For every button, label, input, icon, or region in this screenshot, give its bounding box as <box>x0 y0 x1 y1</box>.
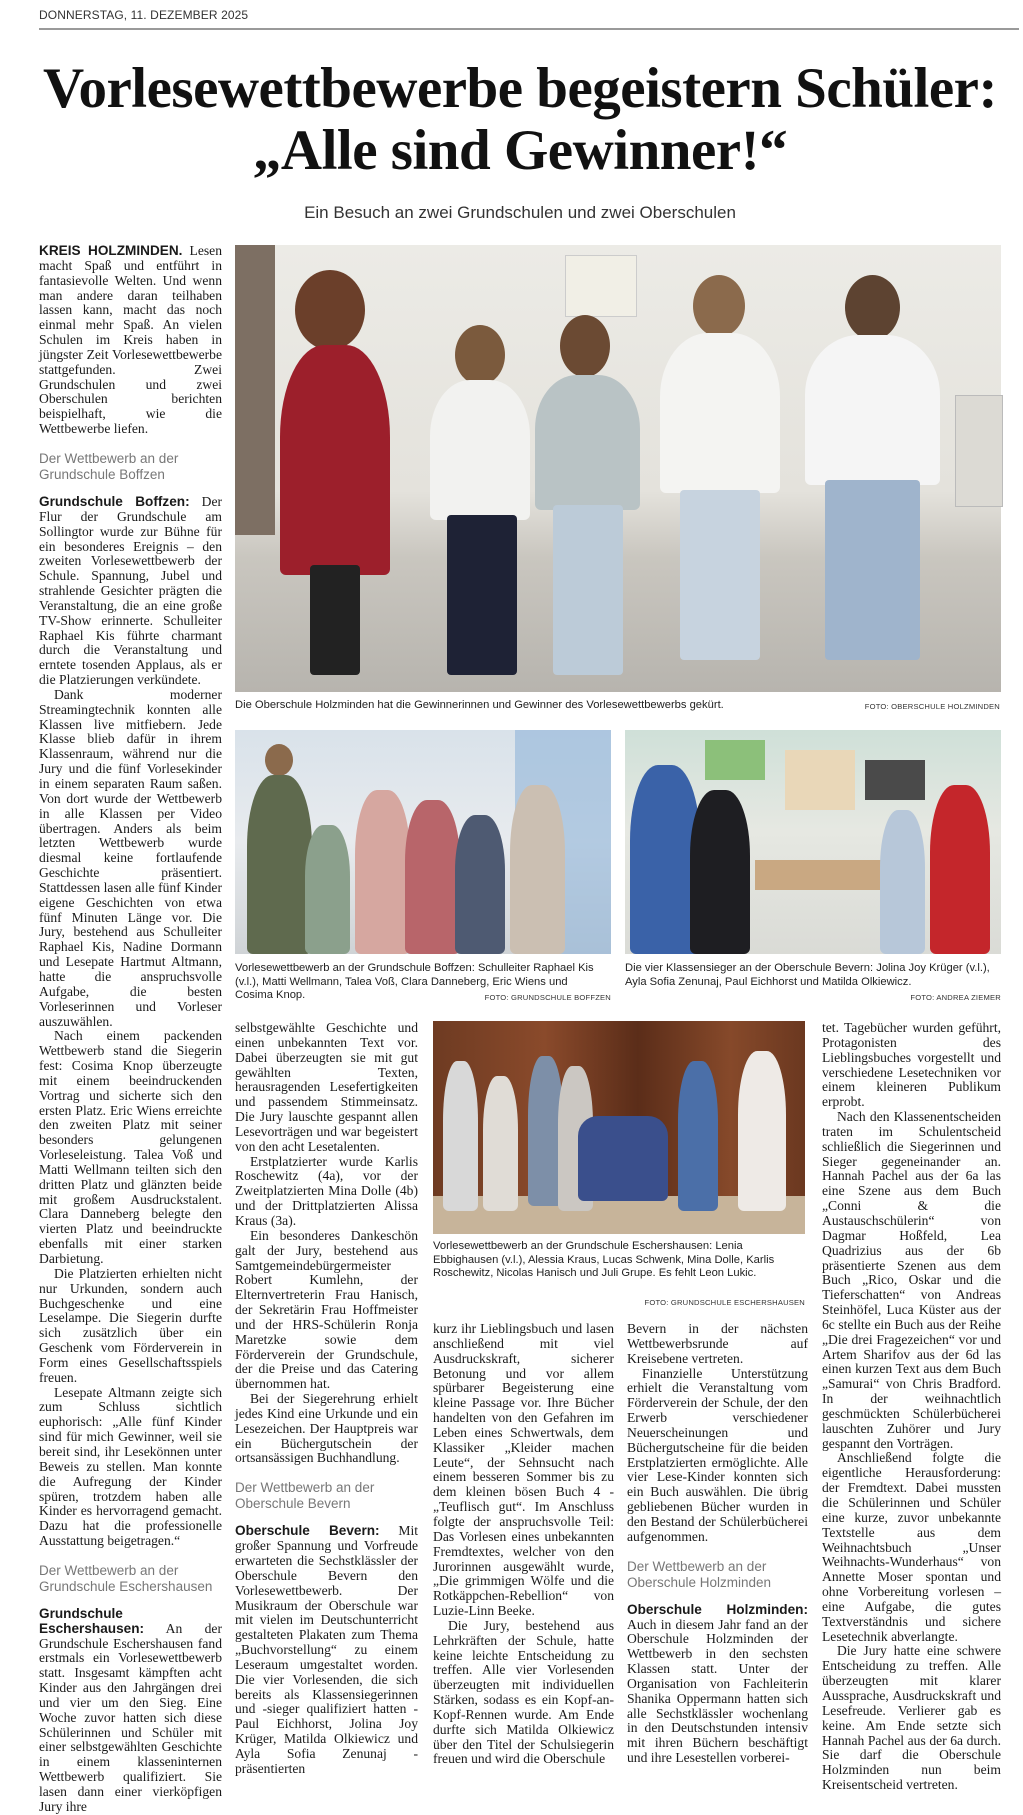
paragraph: kurz ihr Lieblingsbuch und lasen anschließend mit viel Ausdruckskraft, sicherer Betonung und vor allem spürbarer Begeisterung eine kleine Passage vor. Ihre Bücher handelten von den Gefahren im Leben eines Schwertwals, dem Klassiker „Kleider machen Leute“, der Sehnsucht nach einem besseren Sommer bis zu dem kleinen bösen Buch 4 - „Teuflisch gut“. Im Anschluss folgte der anspruchsvolle Teil: Das Vorlesen eines unbekannten Fremdtextes, welcher von den Jurorinnen ausgewählt wurde, „Die grimmigen Wölfe und die Rotkäppchen-Rebellion“ von Luzie-Linn Beeke. <box>433 1321 614 1619</box>
text-column-2 <box>235 1020 418 1776</box>
text-column-4 <box>627 1321 808 1766</box>
paragraph: Nach den Klassenentscheiden traten im Schulentscheid schließlich die Siegerinnen und Sieger gegeneinander an. Hannah Pachel aus der 6a las eine Szene aus dem Buch „Conni & die Austauschschülerin“ von Dagmar Hoßfeld, Lea Quadrizius aus der 6b präsentierte Szenen aus dem Buch „Rico, Oskar und die Tieferschatten“ von Andreas Steinhöfel, Luca Küster aus der 6c stellte ein Buch aus der Reihe „Die drei Fragezeichen“ vor und Artem Sharifov aus der 6d las einen kurzen Text aus dem Buch „Samurai“ von Chris Bradford. In der weihnachtlich geschmückten Schülerbücherei lauschten Zuhörer und Jury gespannt den Vorträgen. <box>822 1109 1001 1451</box>
paragraph: Oberschule Bevern: Mit großer Spannung und Vorfreude erwarteten die Sechstklässler der Oberschule Bevern den Vorlesewettbewerb. Der Musikraum der Oberschule war mit vielen im Deutschunterricht gestalteten Plakaten zum Thema „Buchvorstellung“ zu einem Leseraum umgestaltet worden. Die vier Vorlesenden, die sich bereits als Klassensiegerinnen und -sieger qualifiziert hatten - Paul Eichhorst, Jolina Joy Krüger, Matilda Olkiewicz und Ayla Sofia Zenunaj - präsentierten <box>235 1523 418 1776</box>
headline-line-2: „Alle sind Gewinner!“ <box>252 119 788 182</box>
intro-paragraph: KREIS HOLZMINDEN. Lesen macht Spaß und entführt in fantasievolle Welten. Und wenn man andere daran teilhaben lassen kann, macht das noch einmal mehr Spaß. An vielen Schulen im Kreis haben in jüngster Zeit Vorlesewettbewerbe stattgefunden. Zwei Grundschulen und zwei Oberschulen berichten beispielhaft, wie die Wettbewerbe liefen. <box>39 243 223 437</box>
paragraph: Grundschule Eschershausen: An der Grundschule Eschershausen fand erstmals ein Vorlesewettbewerb statt. Insgesamt kämpften acht Kinder aus den Jahrgängen drei und vier um den Sieg. Eine Woche zuvor hatten sich diese Schülerinnen und Schüler mit einer selbstgewählten Geschichte in einem klasseninternen Wettbewerb qualifiziert. Sie lasen dann einer vierköpfigen Jury ihre <box>39 1605 222 1814</box>
photo-grundschule-boffzen <box>235 730 611 954</box>
credit-bevern-photo: FOTO: ANDREA ZIEMER <box>910 993 1001 1002</box>
text-column-3 <box>433 1321 614 1767</box>
text-column-5 <box>822 1020 1001 1793</box>
credit-eschershausen-photo: FOTO: GRUNDSCHULE ESCHERSHAUSEN <box>644 1298 805 1307</box>
photo-oberschule-bevern <box>625 730 1001 954</box>
caption-boffzen-photo: Vorlesewettbewerb an der Grundschule Boffzen: Schulleiter Raphael Kis (v.l.), Matti Wellmann, Talea Voß, Clara Danneberg, Eric Wiens und Cosima Knop. <box>235 962 594 1001</box>
dateline: DONNERSTAG, 11. DEZEMBER 2025 <box>39 8 249 22</box>
paragraph: Bei der Siegerehrung erhielt jedes Kind eine Urkunde und ein Lesezeichen. Der Hauptpreis war ein Büchergutschein der ortsansässigen Buchhandlung. <box>235 1391 418 1466</box>
credit-boffzen-photo: FOTO: GRUNDSCHULE BOFFZEN <box>484 993 611 1002</box>
paragraph: Anschließend folgte die eigentliche Herausforderung: der Fremdtext. Dabei mussten die Schülerinnen und Schüler eine kurze, zuvor unbekannte Textstelle aus dem Weihnachtsbuch „Unser Weihnachts-Wunderhaus“ von Annette Moser spontan und ohne Vorbereitung vorlesen – eine Aufgabe, die gutes Textverständnis und sichere Lesetechnik abverlangte. <box>822 1450 1001 1644</box>
subheading-boffzen: Der Wettbewerb an der Grundschule Boffzen <box>39 450 179 482</box>
caption-eschershausen-photo: Vorlesewettbewerb an der Grundschule Eschershausen: Lenia Ebbighausen (v.l.), Alessia Kraus, Lucas Schwenk, Mina Dolle, Karlis Roschewitz, Nicolas Hanisch und Juli Grupe. Es fehlt Leon Lukic. <box>433 1240 775 1279</box>
paragraph: Bevern in der nächsten Wettbewerbsrunde auf Kreisebene vertreten. <box>627 1321 808 1366</box>
paragraph: Finanzielle Unterstützung erhielt die Veranstaltung vom Förderverein der Schule, der den Erwerb verschiedener Neuerscheinungen und Büchergutscheine für die beiden Erstplatzierten ermöglichte. Alle vier Lese-Kinder konnten sich ein Buch auswählen. Die übrig gebliebenen Bücher wurden in den Bestand der Schülerbücherei aufgenommen. <box>627 1365 808 1544</box>
paragraph: Dank moderner Streamingtechnik konnten alle Klassen live mitfiebern. Jede Klasse blieb dafür in ihrem Klassenraum, während nur die Jury und die fünf Vorlesekinder in einem separaten Raum saßen. Von dort wurde der Wettbewerb in alle Klassen per Video übertragen. Anders als beim letzten Wettbewerb wurde diesmal keine fortlaufende Geschichte präsentiert. Stattdessen lasen alle fünf Kinder eigene Geschichten von etwa fünf Minuten Länge vor. Die Jury, bestehend aus Schulleiter Raphael Kis, Nadine Dormann und Lesepate Hartmut Altmann, hatte die anspruchsvolle Aufgabe, die besten Vorleserinnen und Vorleser auszuwählen. <box>39 686 222 1029</box>
subtitle: Ein Besuch an zwei Grundschulen und zwei Oberschulen <box>304 203 736 222</box>
text-column-1 <box>39 243 223 1814</box>
credit-main-photo: FOTO: OBERSCHULE HOLZMINDEN <box>864 702 1000 711</box>
dateline-location: KREIS HOLZMINDEN. <box>39 243 183 258</box>
paragraph: tet. Tagebücher wurden geführt, Protagonisten des Lieblingsbuches vorgestellt und verschiedene Lesetechniken vor einem kleineren Publikum erprobt. <box>822 1020 1001 1110</box>
caption-bevern-photo: Die vier Klassensieger an der Oberschule Bevern: Jolina Joy Krüger (v.l.), Ayla Sofia Zenunaj, Paul Eichhorst und Matilda Olkiewicz. <box>625 962 990 988</box>
paragraph: Lesepate Altmann zeigte sich zum Schluss sichtlich euphorisch: „Alle fünf Kinder sind für mich Gewinner, weil sie bereit sind, ihr Lesekönnen unter Beweis zu stellen. Man konnte die Aufregung der Kinder spüren, trotzdem haben alle Kinder es hervorragend gemacht. Dazu hat die professionelle Ausstattung beigetragen.“ <box>39 1384 222 1549</box>
caption-main-photo: Die Oberschule Holzminden hat die Gewinnerinnen und Gewinner des Vorlesewettbewerbs gekürt. <box>235 699 724 711</box>
subheading-holzminden: Der Wettbewerb an der Oberschule Holzminden <box>627 1558 772 1590</box>
paragraph: Die Platzierten erhielten nicht nur Urkunden, sondern auch Buchgeschenke und eine Leselampe. Die Siegerin durfte sich zusätzlich über ein Geschenk vom Förderverein in Form eines Gesellschaftsspiels freuen. <box>39 1265 222 1385</box>
paragraph: Die Jury, bestehend aus Lehrkräften der Schule, hatte keine leichte Entscheidung zu treffen. Alle vier Vorlesenden überzeugten mit individuellen Stärken, sodass es ein Kopf-an-Kopf-Rennen wurde. Am Ende durfte sich Matilda Olkiewicz über den Titel der Schulsiegerin freuen und wird die Oberschule <box>433 1617 614 1767</box>
headline <box>20 58 1020 182</box>
paragraph: Nach einem packenden Wettbewerb stand die Siegerin fest: Cosima Knop überzeugte mit einem beeindruckenden Vortrag und sicherte sich den ersten Platz. Eric Wiens erreichte den zweiten Platz mit seiner besonders gelungenen Vorleseleistung. Talea Voß und Matti Wellmann teilten sich den dritten Platz und glänzten beide mit großem Ausdruckstalent. Clara Danneberg belegte den vierten Platz und beeindruckte ebenfalls mit einer starken Darbietung. <box>39 1028 222 1266</box>
photo-oberschule-holzminden <box>235 245 1001 692</box>
photo-grundschule-eschershausen <box>433 1021 805 1234</box>
headline-line-1: Vorlesewettbewerbe begeistern Schüler: <box>43 57 997 120</box>
paragraph: Die Jury hatte eine schwere Entscheidung zu treffen. Alle überzeugten mit klarer Aussprache, Ausdruckskraft und Lesefreude. Verlierer gab es keine. Am Ende setzte sich Hannah Pachel aus der 6a durch. Sie darf die Oberschule Holzminden nun beim Kreisentscheid vertreten. <box>822 1643 1001 1793</box>
subheading-bevern: Der Wettbewerb an der Oberschule Bevern <box>235 1480 375 1512</box>
paragraph: Grundschule Boffzen: Der Flur der Grundschule am Sollingtor wurde zur Bühne für ein besonderes Ereignis – den zweiten Vorlesewettbewerb der Schule. Spannung, Jubel und strahlende Gesichter prägten die Veranstaltung, die an eine große TV-Show erinnerte. Schulleiter Raphael Kis führte charmant durch die Veranstaltung und erntete tosenden Applaus, als er die Platzierungen verkündete. <box>39 493 223 688</box>
header-rule <box>39 28 1019 30</box>
paragraph: Erstplatzierter wurde Karlis Roschewitz (4a), vor der Zweitplatzierten Mina Dolle (4b) und der Drittplatzierten Alissa Kraus (3a). <box>235 1153 418 1228</box>
paragraph: Ein besonderes Dankeschön galt der Jury, bestehend aus Samtgemeindebürgermeister Robert Kumlehn, der Elternvertreterin Frau Hanisch, der Sekretärin Frau Hoffmeister und der HRS-Schülerin Ronja Maretzke sowie dem Förderverein der Grundschule, der die Preise und das Catering übernommen hat. <box>235 1227 418 1392</box>
subheading-eschershausen: Der Wettbewerb an der Grundschule Eschershausen <box>39 1562 213 1594</box>
paragraph: Oberschule Holzminden: Auch in diesem Jahr fand an der Oberschule Holzminden der Wettbewerb in den sechsten Klassen statt. Unter der Organisation von Fachleiterin Shanika Oppermann hatten sich alle Sechstklässler wochenlang in den Deutschstunden intensiv mit ihren Büchern beschäftigt und ihre Lesestellen vorberei- <box>627 1601 808 1766</box>
paragraph: selbstgewählte Geschichte und einen unbekannten Text vor. Dabei überzeugten sie mit gut gewählten Texten, herausragenden Lesefertigkeiten und passendem Stimmeinsatz. Die Jury lauschte gespannt allen Lesevorträgen und war begeistert von den acht Lesetalenten. <box>235 1020 418 1154</box>
